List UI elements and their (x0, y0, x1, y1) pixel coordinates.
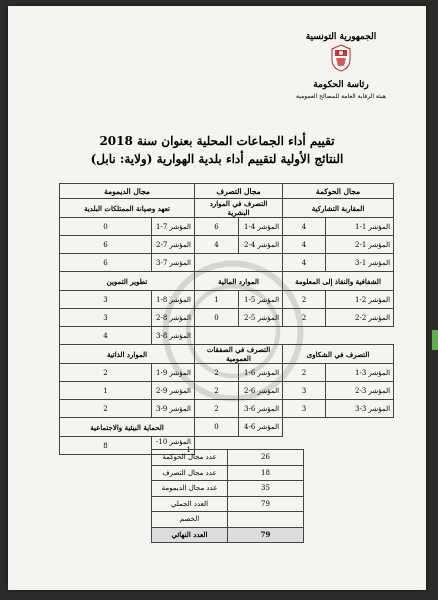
authority-label: هيئة الرقابة العامة للمصالح العمومية (296, 93, 386, 100)
section-title: الشفافية والنفاذ إلى المعلومة (283, 272, 394, 291)
document-subtitle: النتائج الأولية لتقييم أداء بلدية الهوارية (ولاية: نابل) (90, 152, 344, 166)
summary-table (151, 449, 304, 543)
section-title: المقاربة التشاركية (283, 199, 394, 218)
indicator-label: المؤشر 9-3 (152, 400, 195, 418)
indicator-value: 2 (283, 309, 326, 327)
indicator-label: المؤشر 4-2 (239, 236, 283, 254)
indicator-value: 0 (60, 218, 152, 236)
indicator-label: المؤشر 8-2 (152, 309, 195, 327)
indicator-label: المؤشر 2-2 (326, 309, 394, 327)
indicator-value: 1 (195, 291, 239, 309)
indicator-label: المؤشر 10-1 (152, 437, 195, 455)
summary-label: العدد الجملي (152, 496, 228, 512)
indicator-label: المؤشر 6-1 (239, 364, 283, 382)
section-title: التصرف في الصفقات العمومية (195, 345, 283, 364)
summary-value: 79 (228, 496, 304, 512)
indicator-value: 1 (60, 382, 152, 400)
indicator-value: 4 (60, 327, 152, 345)
indicator-value: 6 (60, 254, 152, 272)
indicator-label: المؤشر 5-2 (239, 309, 283, 327)
summary-value: 26 (228, 450, 304, 466)
summary-label: عدد مجال التصرف (152, 465, 228, 481)
summary-label: الخصم (152, 512, 228, 528)
indicator-label: المؤشر 1-2 (326, 236, 394, 254)
indicator-value: 2 (195, 382, 239, 400)
indicator-label: المؤشر 4-1 (239, 218, 283, 236)
domain-sustainability: مجال الديمومة (60, 184, 195, 199)
screen-edge-marker (432, 330, 438, 350)
indicator-value: 2 (283, 291, 326, 309)
indicator-label: المؤشر 7-3 (152, 254, 195, 272)
indicator-label: المؤشر 7-1 (152, 218, 195, 236)
summary-value: 79 (228, 527, 304, 543)
summary-label: عدد مجال الديمومة (152, 481, 228, 497)
indicator-value: 3 (60, 309, 152, 327)
summary-value (228, 512, 304, 528)
indicator-value: 6 (60, 236, 152, 254)
indicator-value: 3 (283, 382, 326, 400)
indicator-value: 4 (283, 254, 326, 272)
presidency-label: رئاسة الحكومة (313, 80, 369, 90)
indicator-value: 3 (60, 291, 152, 309)
summary-label: عدد مجال الحوكمة (152, 450, 228, 466)
indicator-label: المؤشر 6-2 (239, 382, 283, 400)
section-title: الحماية البيئية والاجتماعية (60, 418, 195, 437)
indicator-label: المؤشر 6-4 (239, 418, 283, 437)
document-title: تقييم أداء الجماعات المحلية بعنوان سنة 2018 (99, 134, 335, 148)
summary-value: 18 (228, 465, 304, 481)
results-table (59, 183, 394, 455)
indicator-value: 4 (195, 236, 239, 254)
indicator-value: 2 (60, 400, 152, 418)
indicator-value: 0 (195, 309, 239, 327)
section-title: الموارد المالية (195, 272, 283, 291)
tunisia-emblem-icon (330, 44, 352, 72)
section-title: التصرف في الموارد البشرية (195, 199, 283, 218)
indicator-label: المؤشر 3-2 (326, 382, 394, 400)
indicator-label: المؤشر 8-3 (152, 327, 195, 345)
indicator-value: 2 (283, 364, 326, 382)
indicator-value: 4 (283, 218, 326, 236)
empty-cell (195, 327, 394, 345)
section-title: تطوير التموين (60, 272, 195, 291)
indicator-value: 2 (60, 364, 152, 382)
indicator-label: المؤشر 7-2 (152, 236, 195, 254)
domain-governance: مجال الحوكمة (283, 184, 394, 199)
indicator-label: المؤشر 6-3 (239, 400, 283, 418)
section-title: التصرف في الشكاوى (283, 345, 394, 364)
indicator-label: المؤشر 5-1 (239, 291, 283, 309)
indicator-value: 3 (283, 400, 326, 418)
domain-management: مجال التصرف (195, 184, 283, 199)
indicator-label: المؤشر 9-2 (152, 382, 195, 400)
indicator-label: المؤشر 3-3 (326, 400, 394, 418)
indicator-label: المؤشر 9-1 (152, 364, 195, 382)
indicator-value: 4 (283, 236, 326, 254)
indicator-value: 2 (195, 400, 239, 418)
indicator-label: المؤشر 3-1 (326, 364, 394, 382)
empty-cell (283, 418, 394, 437)
indicator-label: المؤشر 1-3 (326, 254, 394, 272)
republic-label: الجمهورية التونسية (305, 32, 377, 42)
indicator-label: المؤشر 2-1 (326, 291, 394, 309)
indicator-label: المؤشر 8-1 (152, 291, 195, 309)
document-page (8, 6, 426, 590)
empty-cell (195, 254, 283, 272)
indicator-value: 0 (195, 418, 239, 437)
letterhead (276, 32, 406, 100)
indicator-value: 6 (195, 218, 239, 236)
section-title: تعهد وصيانة الممتلكات البلدية (60, 199, 195, 218)
indicator-value: 2 (195, 364, 239, 382)
section-title: الموارد الذاتية (60, 345, 195, 364)
summary-label: العدد النهائي (152, 527, 228, 543)
indicator-value: 8 (60, 437, 152, 455)
summary-value: 35 (228, 481, 304, 497)
indicator-label: المؤشر 1-1 (326, 218, 394, 236)
